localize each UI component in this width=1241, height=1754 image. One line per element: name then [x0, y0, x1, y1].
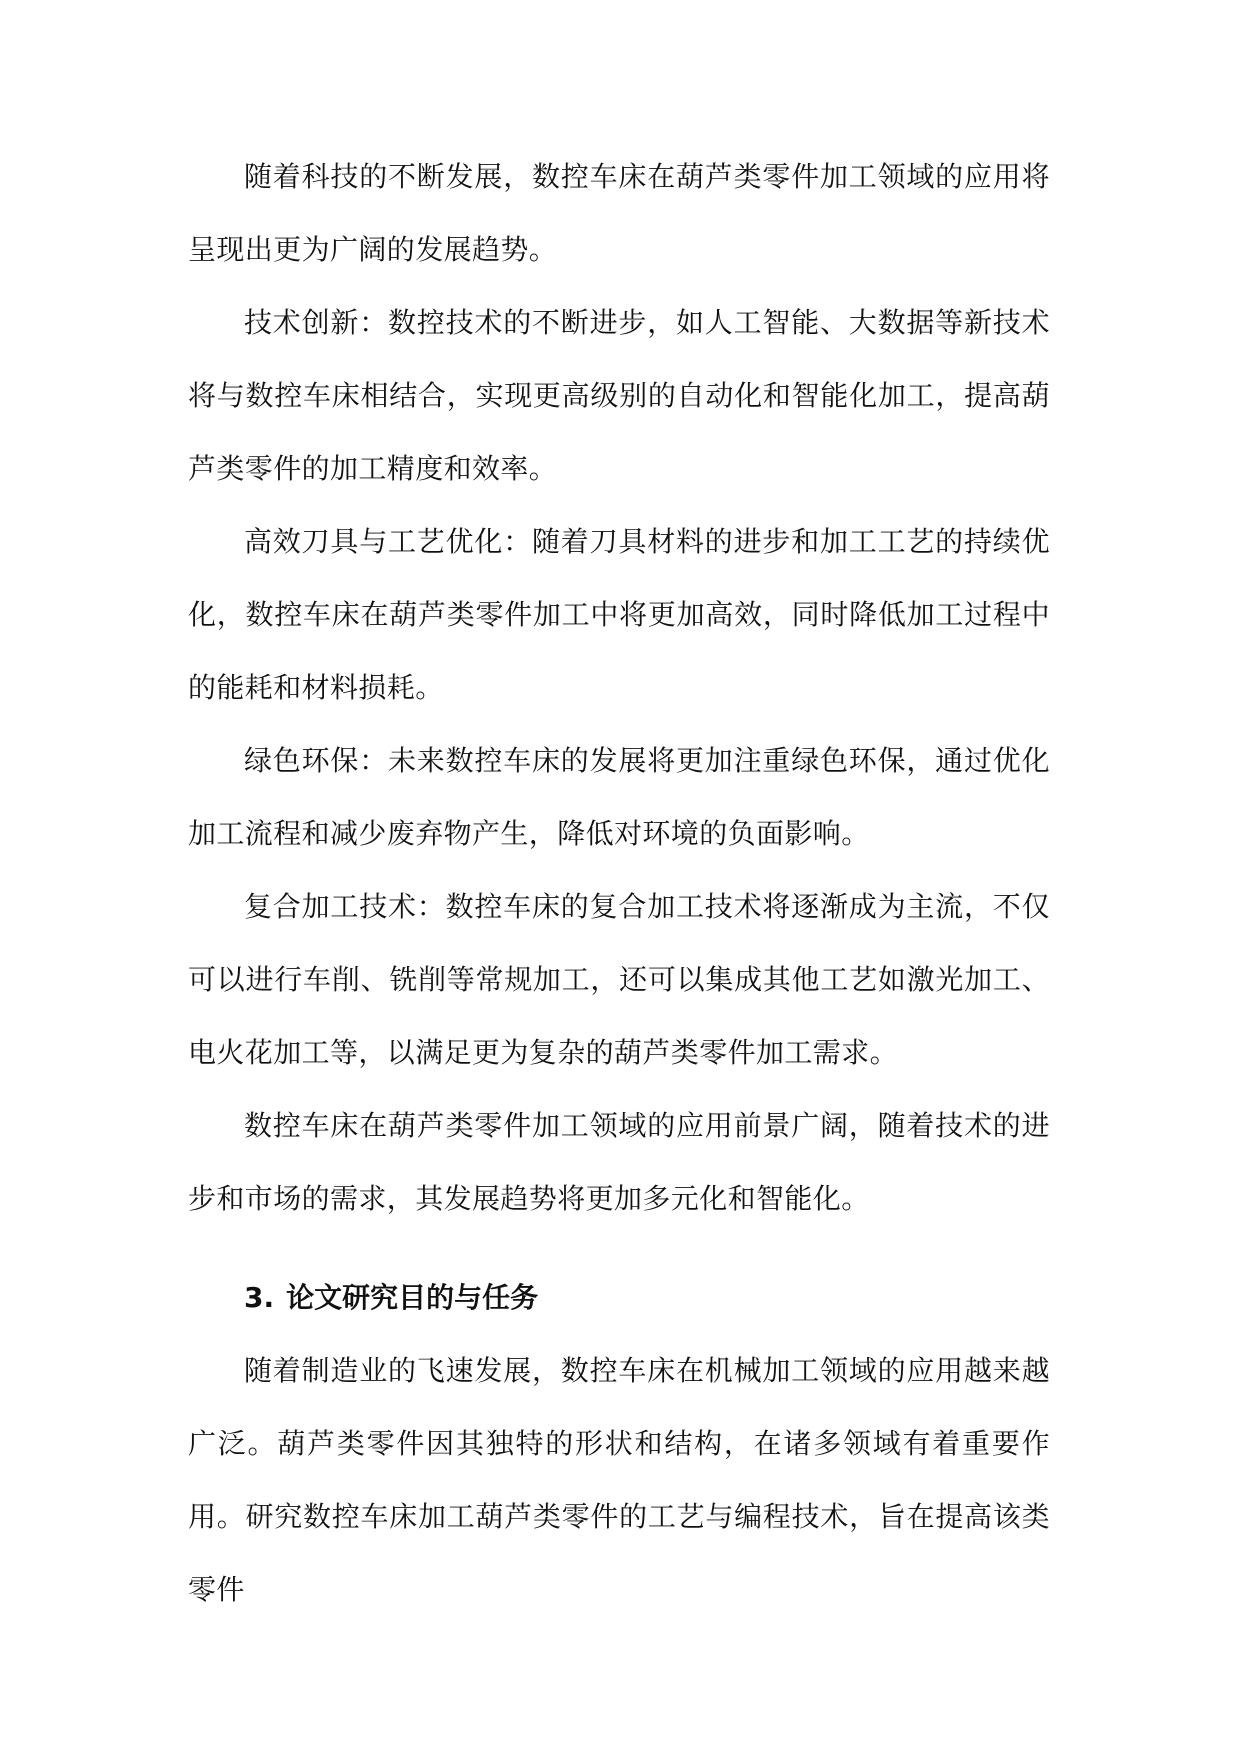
paragraph-technical-innovation: 技术创新：数控技术的不断进步，如人工智能、大数据等新技术将与数控车床相结合，实现更高级别的自动化和智能化加工，提高葫芦类零件的加工精度和效率。 — [188, 306, 1050, 485]
paragraph-tool-process-optimization: 高效刀具与工艺优化：随着刀具材料的进步和加工工艺的持续优化，数控车床在葫芦类零件加工中将更加高效，同时降低加工过程中的能耗和材料损耗。 — [188, 525, 1050, 704]
paragraph-green-environment: 绿色环保：未来数控车床的发展将更加注重绿色环保，通过优化加工流程和减少废弃物产生，降低对环境的负面影响。 — [188, 744, 1050, 850]
section-title: 论文研究目的与任务 — [286, 1281, 539, 1314]
section-number: 3. — [244, 1281, 275, 1314]
document-page — [188, 140, 1050, 1626]
section-heading — [188, 1261, 1050, 1334]
paragraph-research-purpose: 随着制造业的飞速发展，数控车床在机械加工领域的应用越来越广泛。葫芦类零件因其独特的形状和结构，在诸多领域有着重要作用。研究数控车床加工葫芦类零件的工艺与编程技术，旨在提高该类零件 — [188, 1354, 1050, 1606]
paragraph-development-trend: 随着科技的不断发展，数控车床在葫芦类零件加工领域的应用将呈现出更为广阔的发展趋势。 — [188, 160, 1050, 266]
paragraph-outlook: 数控车床在葫芦类零件加工领域的应用前景广阔，随着技术的进步和市场的需求，其发展趋势将更加多元化和智能化。 — [188, 1109, 1050, 1215]
paragraph-composite-machining: 复合加工技术：数控车床的复合加工技术将逐渐成为主流，不仅可以进行车削、铣削等常规加工，还可以集成其他工艺如激光加工、电火花加工等，以满足更为复杂的葫芦类零件加工需求。 — [188, 890, 1050, 1069]
